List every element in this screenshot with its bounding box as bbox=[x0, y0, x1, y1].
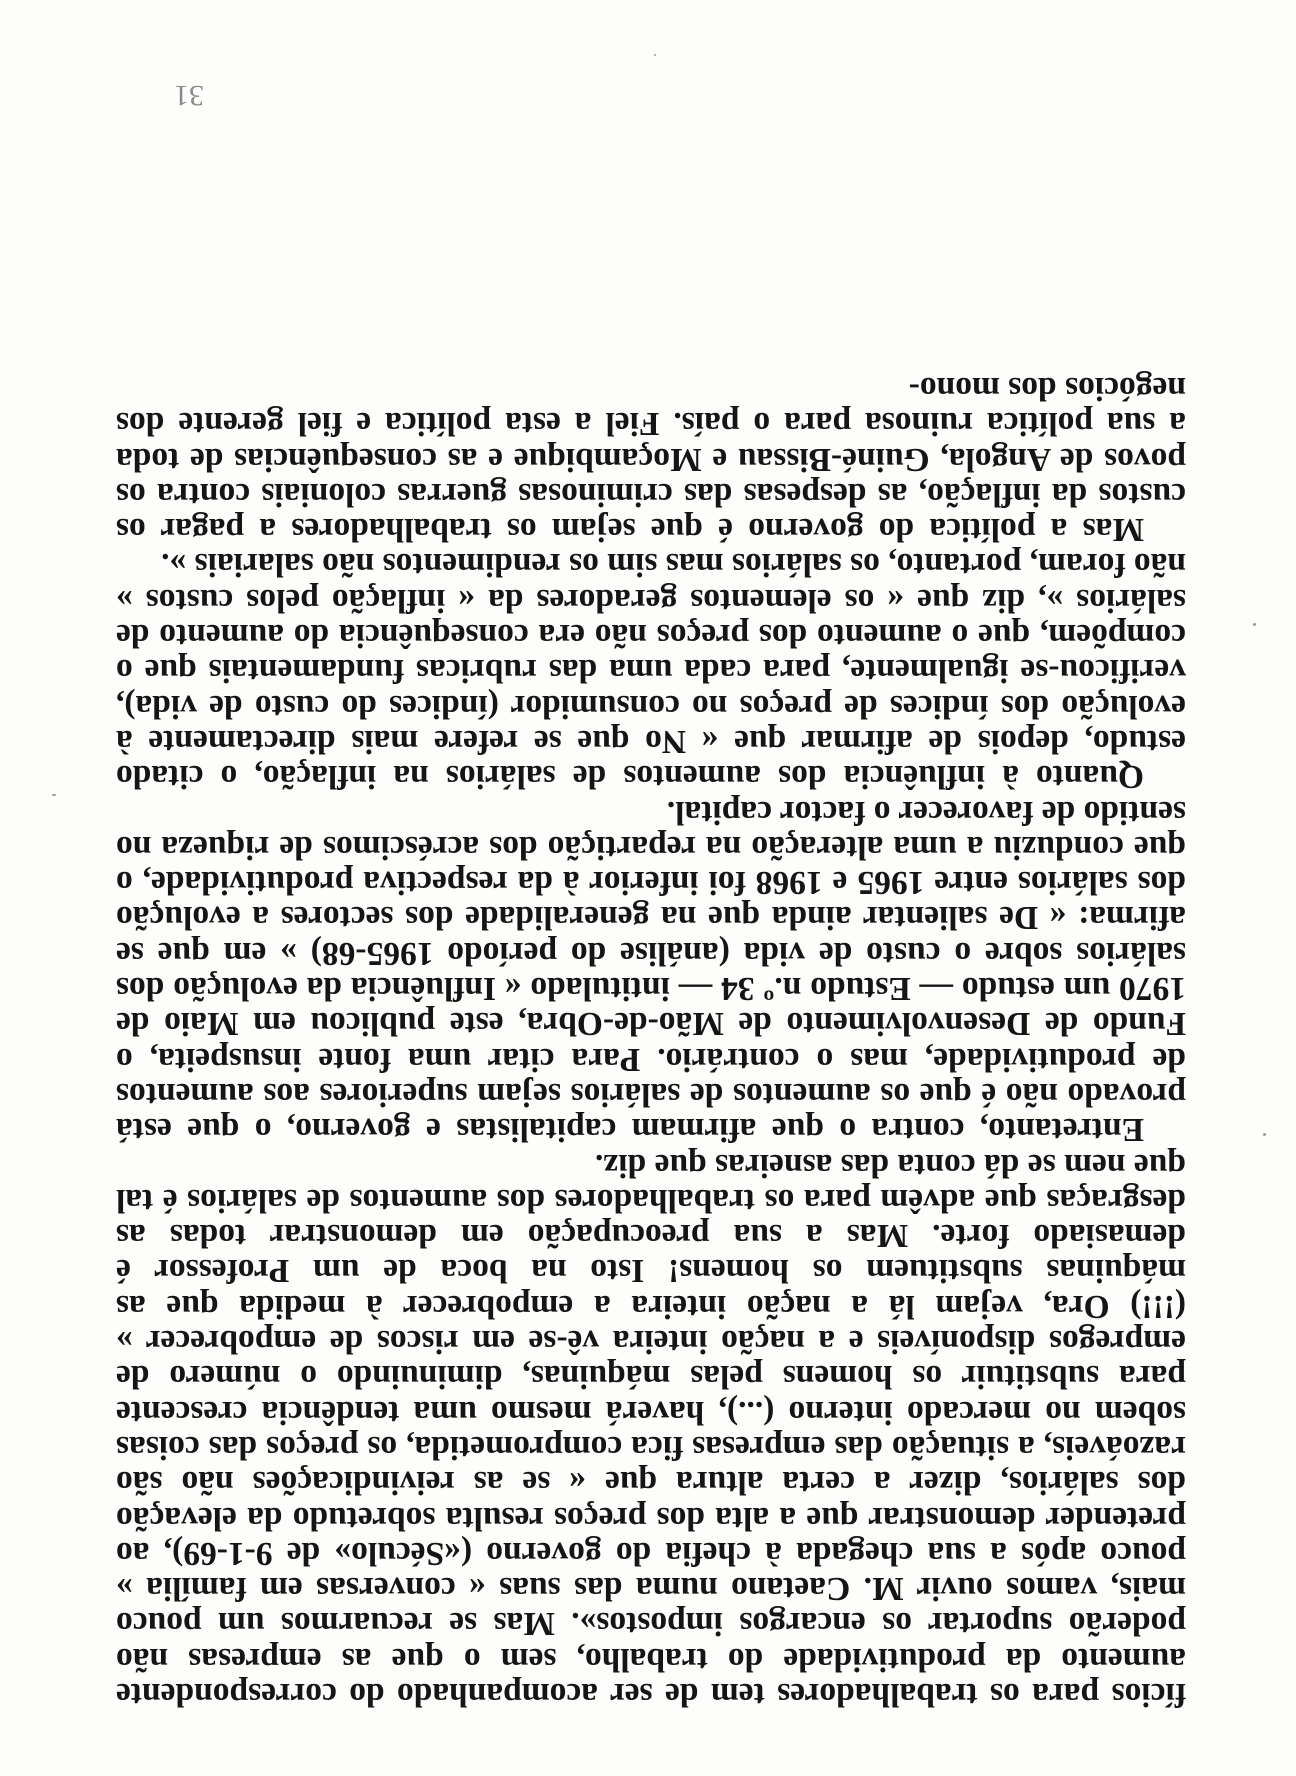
print-speck bbox=[654, 54, 656, 56]
page-number: 31 bbox=[174, 79, 204, 112]
paragraph-2: Entretanto, contra o que afirmam capitalistas e governo, o que está provado não é que os aumentos de salários sejam superiores aos aumentos de produtividade, mas o contrário. Para citar uma fonte insuspeita, o Fundo de Desenvolvimento de Mão-de-Obra, este publicou em Maio de 1970 um estudo — Estudo n.º 34 — intitulado « Influência da evolução dos salários sobre o custo de vida (análise do período 1965-68) » em que se afirma: « De salientar ainda que na generalidade dos sectores a evolução dos salários entre 1965 e 1968 foi inferior à da respectiva produtividade, o que conduziu a uma alteração na repartição dos acréscimos de riqueza no sentido de favorecer o factor capital. bbox=[116, 793, 1186, 1149]
paragraph-4: Mas a política do governo é que sejam os trabalhadores a pagar os custos da inflação, as despesas das criminosas guerras coloniais contra os povos de Angola, Guiné-Bissau e Moçambique e as consequências de toda a sua política ruinosa para o país. Fiel a esta política e fiel gerente dos negócios dos mono- bbox=[116, 370, 1186, 549]
paragraph-3: Quanto à influência dos aumentos de salários na inflação, o citado estudo, depois de afirmar que « No que se refere mais directamente à evolução dos índices de preços no consumidor (índices do custo de vida), verificou-se igualmente, para cada uma das rubricas fundamentais que o compõem, que o aumento dos preços não era consequência do aumento de salários », diz que « os elementos geradores da « inflação pelos custos » não foram, portanto, os salários mas sim os rendimentos não salariais ». bbox=[116, 546, 1186, 796]
print-speck bbox=[1263, 1133, 1266, 1136]
body-text bbox=[116, 371, 1186, 1712]
print-speck bbox=[1253, 623, 1256, 626]
paragraph-1: fícios para os trabalhadores tem de ser acompanhado do correspondente aumento da produtividade do trabalho, sem o que as empresas não poderão suportar os encargos impostos». Mas se recuarmos um pouco mais, vamos ouvir M. Caetano numa das suas « conversas em família » pouco após a sua chegada à chefia do governo («Século» de 9-1-69), ao pretender demonstrar que a alta dos preços resulta sobretudo da elevação dos salários, dizer a certa altura que « se as reivindicações não são razoáveis, a situação das empresas fica comprometida, os preços das coisas sobem no mercado interno (...), haverá mesmo uma tendência crescente para substituir os homens pelas máquinas, diminuindo o número de empregos disponíveis e a nação inteira vê-se em riscos de empobrecer » (!!!) Ora, vejam lá a nação inteira a empobrecer à medida que as máquinas substituem os homens! Isto na boca de um Professor é demasiado forte. Mas a sua preocupação em demonstrar todas as desgraças que advêm para os trabalhadores dos aumentos de salários é tal que nem se dá conta das asneiras que diz. bbox=[116, 1146, 1186, 1713]
print-speck bbox=[52, 794, 56, 796]
